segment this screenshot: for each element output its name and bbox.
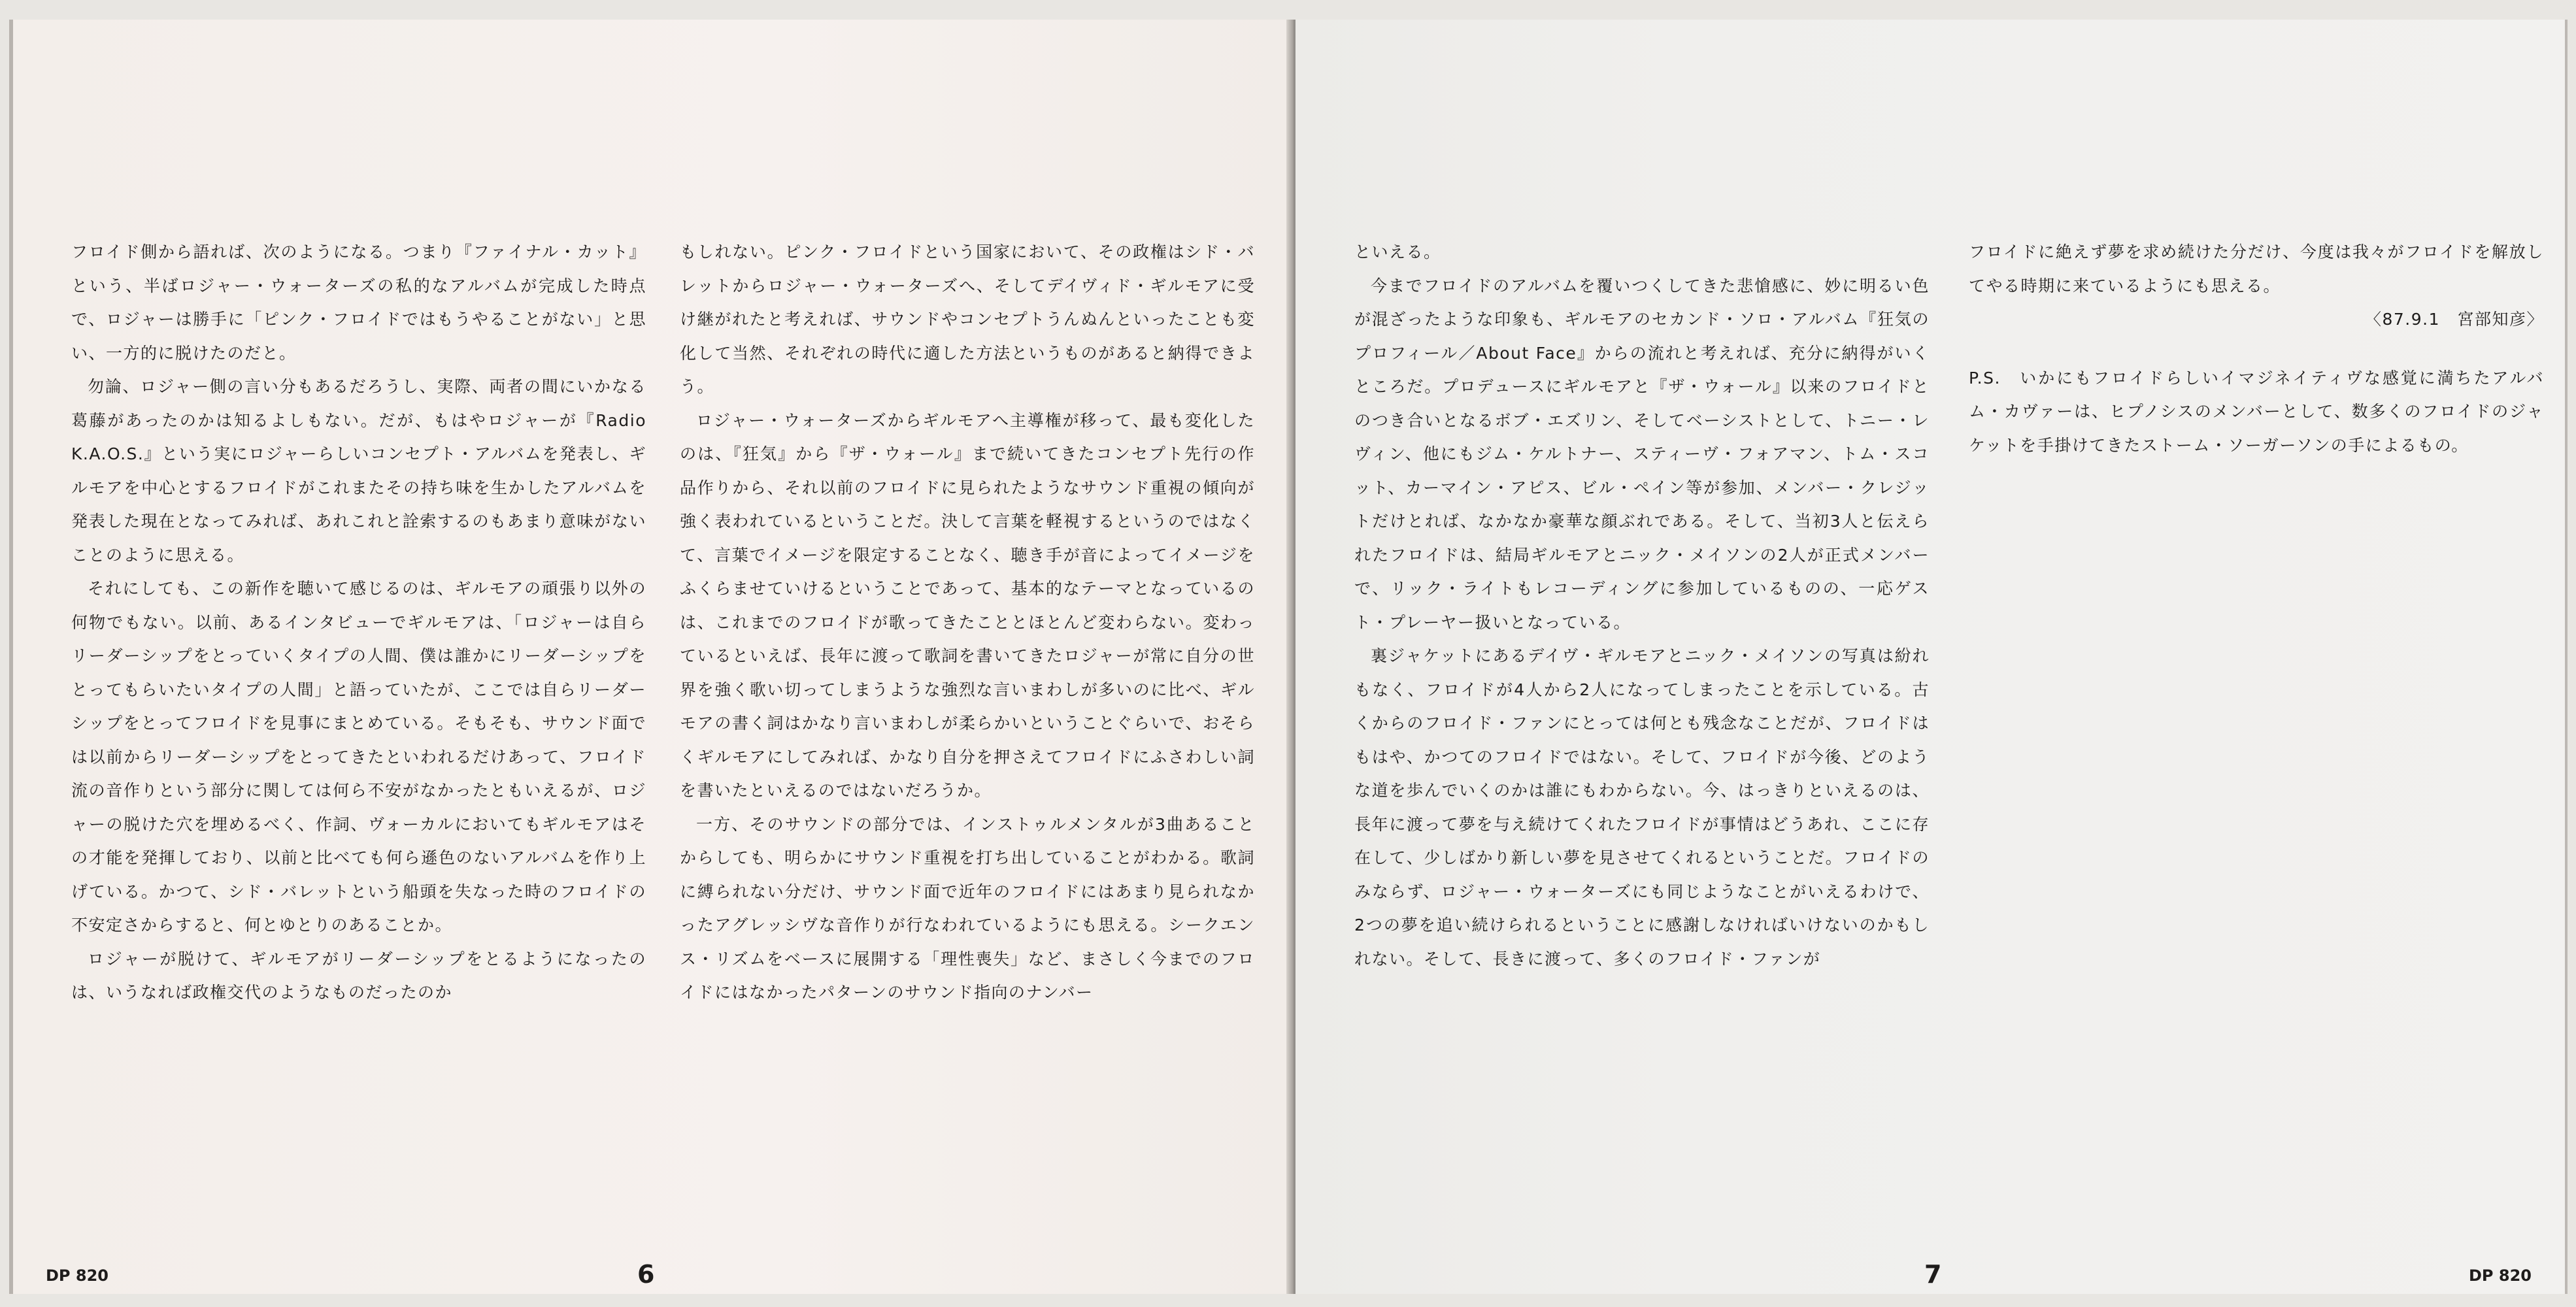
signature-line: 〈87.9.1 宮部知彦〉: [2364, 310, 2544, 329]
postscript: P.S. いかにもフロイドらしいイマジネイティヴな感覚に満ちたアルバム・カヴァーは、ヒプノシスのメンバーとして、数多くのフロイドのジャケットを手掛けてきたストーム・ソーガーソンの手によるもの。: [1969, 368, 2544, 455]
catalog-number: DP 820: [46, 1266, 109, 1285]
right-page: [1296, 20, 2568, 1294]
paragraph: もしれない。ピンク・フロイドという国家において、その政権はシド・バレットからロジャー・ウォーターズへ、そしてデイヴィド・ギルモアに受け継がれたと考えれば、サウンドやコンセプトうんぬんといったことも変化して当然、それぞれの時代に適した方法というものがあると納得できよう。: [680, 242, 1255, 396]
paragraph: 今までフロイドのアルバムを覆いつくしてきた悲愴感に、妙に明るい色が混ざったような印象も、ギルモアのセカンド・ソロ・アルバム『狂気のプロフィール／About Face』からの流れと考えれば、充分に納得がいくところだ。プロデュースにギルモアと『ザ・ウォール』以来のフロイドとのつき合いとなるボブ・エズリン、そしてベーシストとして、トニー・レヴィン、他にもジム・ケルトナー、スティーヴ・フォアマン、トム・スコット、カーマイン・アピス、ビル・ペイン等が参加、メンバー・クレジットだけとれば、なかなか豪華な顔ぶれである。そして、当初3人と伝えられたフロイドは、結局ギルモアとニック・メイソンの2人が正式メンバーで、リック・ライトもレコーディングに参加しているものの、一応ゲスト・プレーヤー扱いとなっている。: [1354, 276, 1930, 632]
paragraph: 一方、そのサウンドの部分では、インストゥルメンタルが3曲あることからしても、明らかにサウンド重視を打ち出していることがわかる。歌詞に縛られない分だけ、サウンド面で近年のフロイドにはあまり見られなかったアグレッシヴな音作りが行なわれているようにも思える。シークエンス・リズムをベースに展開する「理性喪失」など、まさしく今までのフロイドにはなかったパターンのサウンド指向のナンバー: [680, 814, 1255, 1002]
paragraph: 裏ジャケットにあるデイヴ・ギルモアとニック・メイソンの写真は紛れもなく、フロイドが4人から2人になってしまったことを示している。古くからのフロイド・ファンにとっては何とも残念なことだが、フロイドはもはや、かつてのフロイドではない。そして、フロイドが今後、どのような道を歩んでいくのかは誰にもわからない。今、はっきりといえるのは、長年に渡って夢を与え続けてくれたフロイドが事情はどうあれ、ここに存在して、少しばかり新しい夢を見させてくれるということだ。フロイドのみならず、ロジャー・ウォーターズにも同じようなことがいえるわけで、2つの夢を追い続けられるということに感謝しなければいけないのかもしれない。そして、長きに渡って、多くのフロイド・ファンが: [1354, 646, 1930, 968]
right-page-column-1: [1354, 235, 1930, 976]
left-page-column-2: [680, 235, 1255, 1010]
paragraph: といえる。: [1354, 242, 1441, 261]
paragraph: 勿論、ロジャー側の言い分もあるだろうし、実際、両者の間にいかなる葛藤があったのかは知るよしもない。だが、もはやロジャーが『Radio K.A.O.S.』という実にロジャーらしいコンセプト・アルバムを発表し、ギルモアを中心とするフロイドがこれまたその持ち味を生かしたアルバムを発表した現在となってみれば、あれこれと詮索するのもあまり意味がないことのように思える。: [71, 377, 646, 565]
page-number: 7: [1924, 1260, 1942, 1289]
paragraph: フロイド側から語れば、次のようになる。つまり『ファイナル・カット』という、半ばロジャー・ウォーターズの私的なアルバムが完成した時点で、ロジャーは勝手に「ピンク・フロイドではもうやることがない」と思い、一方的に脱けたのだと。: [71, 242, 646, 363]
catalog-number: DP 820: [2469, 1266, 2532, 1285]
left-page-column-1: [71, 235, 646, 1010]
paragraph: ロジャー・ウォーターズからギルモアへ主導権が移って、最も変化したのは、『狂気』から『ザ・ウォール』まで続いてきたコンセプト先行の作品作りから、それ以前のフロイドに見られたようなサウンド重視の傾向が強く表われているということだ。決して言葉を軽視するというのではなくて、言葉でイメージを限定することなく、聴き手が音によってイメージをふくらませていけるということであって、基本的なテーマとなっているのは、これまでのフロイドが歌ってきたこととほとんど変わらない。変わっているといえば、長年に渡って歌詞を書いてきたロジャーが常に自分の世界を強く歌い切ってしまうような強烈な言いまわしが多いのに比べ、ギルモアの書く詞はかなり言いまわしが柔らかいということぐらいで、おそらくギルモアにしてみれば、かなり自分を押さえてフロイドにふさわしい詞を書いたといえるのではないだろうか。: [680, 410, 1255, 800]
paragraph: それにしても、この新作を聴いて感じるのは、ギルモアの頑張り以外の何物でもない。以前、あるインタビューでギルモアは、「ロジャーは自らリーダーシップをとっていくタイプの人間、僕は誰かにリーダーシップをとってもらいたいタイプの人間」と語っていたが、ここでは自らリーダーシップをとってフロイドを見事にまとめている。そもそも、サウンド面では以前からリーダーシップをとってきたといわれるだけあって、フロイド流の音作りという部分に関しては何ら不安がなかったともいえるが、ロジャーの脱けた穴を埋めるべく、作詞、ヴォーカルにおいてもギルモアはその才能を発揮しており、以前と比べても何ら遜色のないアルバムを作り上げている。かつて、シド・バレットという船頭を失なった時のフロイドの不安定さからすると、何とゆとりのあることか。: [71, 579, 646, 935]
left-page: [9, 20, 1292, 1294]
right-page-column-2: [1969, 235, 2544, 462]
paragraph: ロジャーが脱けて、ギルモアがリーダーシップをとるようになったのは、いうなれば政権交代のようなものだったのか: [71, 949, 646, 1002]
paragraph: フロイドに絶えず夢を求め続けた分だけ、今度は我々がフロイドを解放してやる時期に来ているようにも思える。: [1969, 242, 2544, 295]
page-number: 6: [637, 1260, 655, 1289]
